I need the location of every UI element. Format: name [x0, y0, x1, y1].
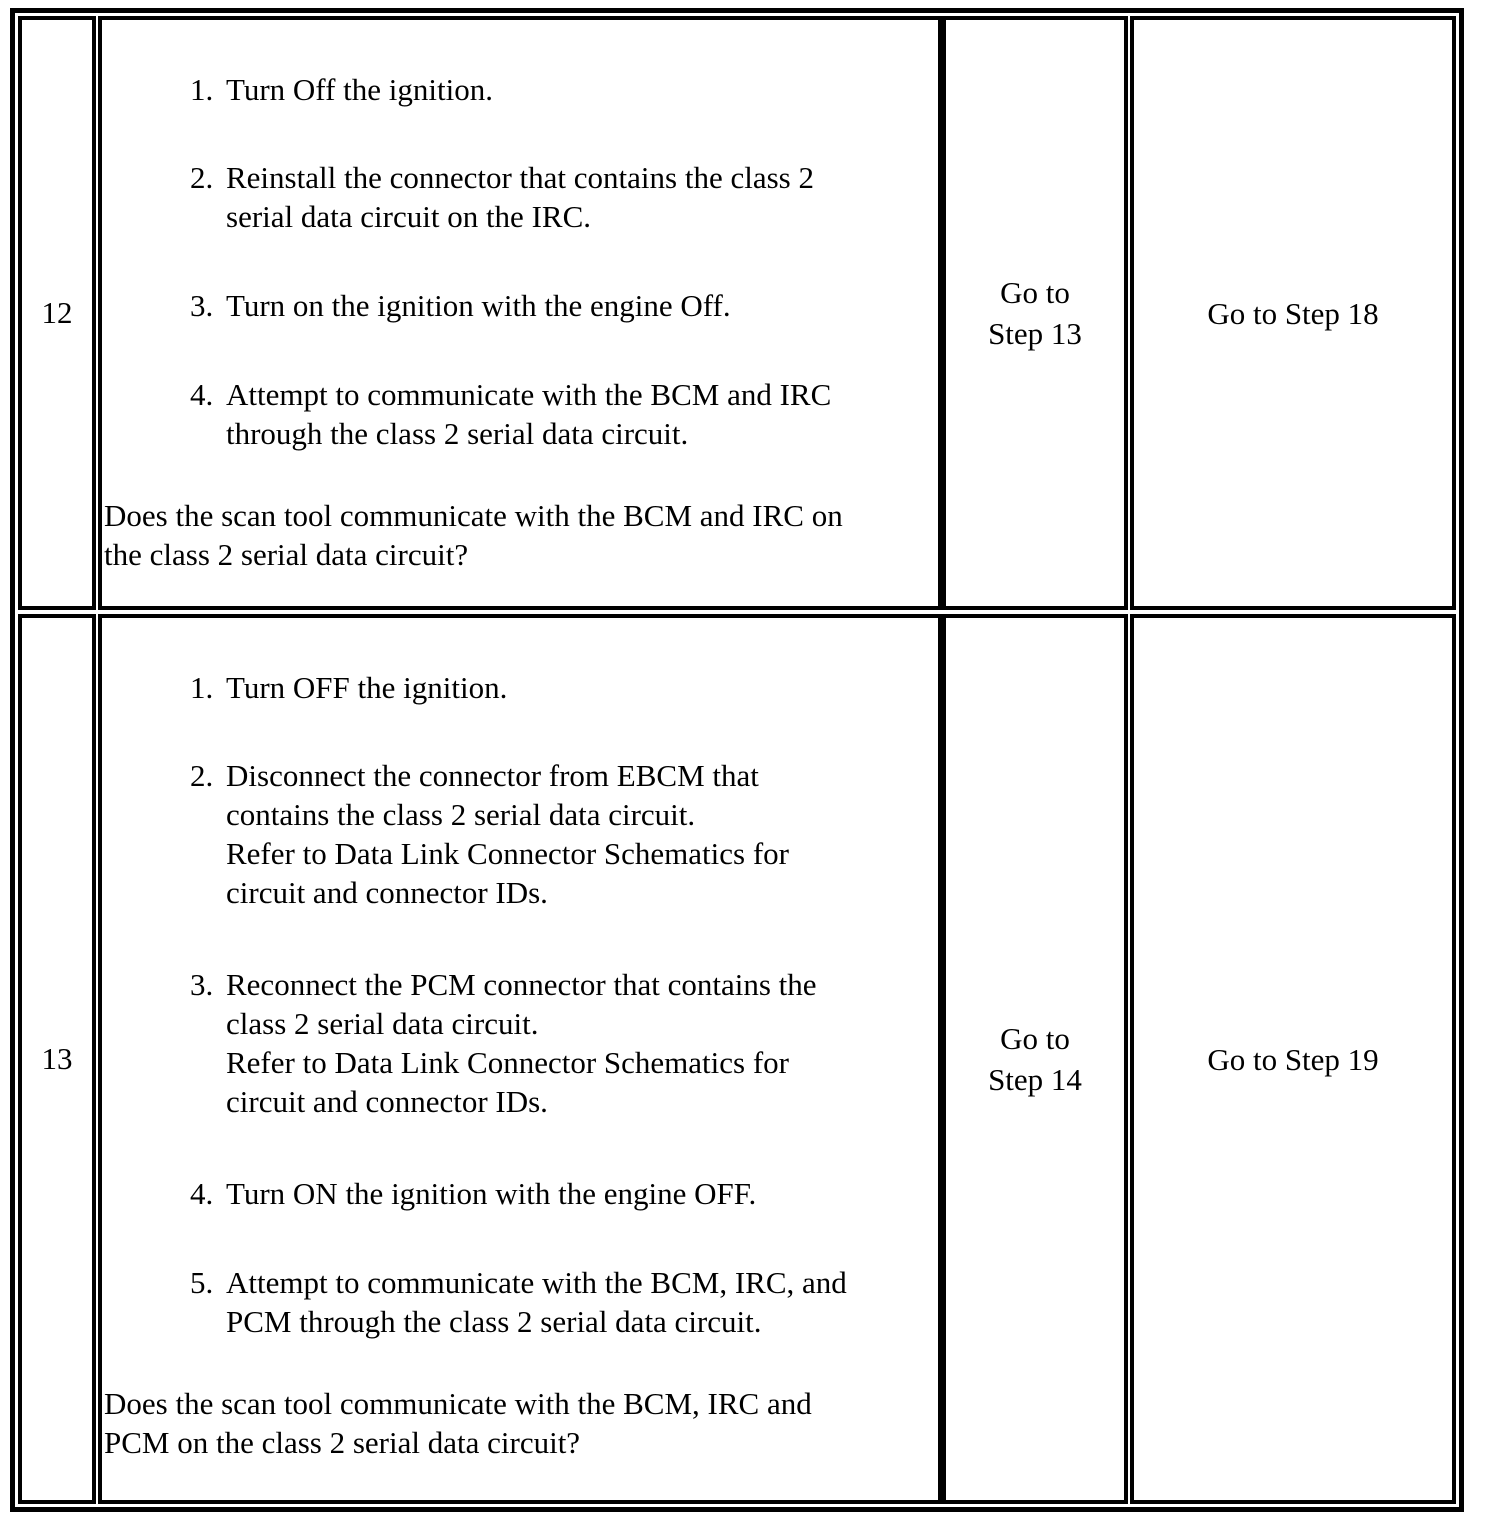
procedure-step — [190, 1174, 910, 1213]
question-line: the class 2 serial data circuit? — [104, 537, 469, 572]
yes-result-cell — [942, 614, 1128, 1504]
procedure-step-text: Turn on the ignition with the engine Off. — [226, 288, 731, 323]
procedure-step-number: 2. — [190, 160, 214, 195]
procedure-step-text: Attempt to communicate with the BCM, IRC, and — [226, 1265, 847, 1300]
step-number: 13 — [41, 1041, 73, 1076]
procedure-step-number: 4. — [190, 1176, 214, 1211]
no-result-cell — [1130, 614, 1456, 1504]
procedure-step-text: circuit and connector IDs. — [226, 875, 548, 910]
procedure-step-text: Reconnect the PCM connector that contains the — [226, 967, 817, 1002]
procedure-step — [190, 158, 910, 236]
procedure-step-text: Refer to Data Link Connector Schematics for — [226, 836, 789, 871]
step-number: 12 — [41, 295, 73, 330]
action-cell — [98, 16, 942, 610]
procedure-step — [190, 286, 910, 325]
step-number-cell — [18, 614, 96, 1504]
procedure-step-text: class 2 serial data circuit. — [226, 1006, 539, 1041]
procedure-step-number: 5. — [190, 1265, 214, 1300]
procedure-step-text: Turn OFF the ignition. — [226, 670, 508, 705]
procedure-step-text: serial data circuit on the IRC. — [226, 199, 591, 234]
action-cell — [98, 614, 942, 1504]
procedure-step — [190, 668, 910, 707]
procedure-step-text: circuit and connector IDs. — [226, 1084, 548, 1119]
procedure-step-text: through the class 2 serial data circuit. — [226, 416, 689, 451]
no-result-cell — [1130, 16, 1456, 610]
question-line: Does the scan tool communicate with the BCM, IRC and — [104, 1386, 812, 1421]
yes-result-line: Step 13 — [988, 316, 1082, 351]
procedure-step-number: 3. — [190, 288, 214, 323]
no-result: Go to Step 18 — [1207, 295, 1379, 331]
yes-result-cell — [942, 16, 1128, 610]
question-line: Does the scan tool communicate with the BCM and IRC on — [104, 498, 843, 533]
step-number-cell — [18, 16, 96, 610]
procedure-step — [190, 756, 910, 912]
procedure-step-text: Turn Off the ignition. — [226, 72, 493, 107]
diagnostic-question — [104, 496, 924, 574]
procedure-step-number: 2. — [190, 758, 214, 793]
question-line: PCM on the class 2 serial data circuit? — [104, 1425, 581, 1460]
no-result: Go to Step 19 — [1207, 1041, 1379, 1077]
yes-result-line: Step 14 — [988, 1062, 1082, 1097]
procedure-step-number: 3. — [190, 967, 214, 1002]
procedure-step-text: PCM through the class 2 serial data circuit. — [226, 1304, 762, 1339]
procedure-step — [190, 70, 910, 109]
procedure-step-text: Reinstall the connector that contains the class 2 — [226, 160, 814, 195]
procedure-step — [190, 965, 910, 1121]
procedure-step-text: Turn ON the ignition with the engine OFF. — [226, 1176, 757, 1211]
yes-result-line: Go to — [1000, 1021, 1070, 1056]
procedure-step-text: Refer to Data Link Connector Schematics for — [226, 1045, 789, 1080]
procedure-step-text: contains the class 2 serial data circuit. — [226, 797, 696, 832]
procedure-step-number: 1. — [190, 670, 214, 705]
diagnostic-question — [104, 1384, 924, 1462]
procedure-step — [190, 1263, 910, 1341]
procedure-step-text: Disconnect the connector from EBCM that — [226, 758, 759, 793]
procedure-step-text: Attempt to communicate with the BCM and IRC — [226, 377, 832, 412]
procedure-step-number: 1. — [190, 72, 214, 107]
procedure-step-number: 4. — [190, 377, 214, 412]
procedure-step — [190, 375, 910, 453]
yes-result-line: Go to — [1000, 275, 1070, 310]
